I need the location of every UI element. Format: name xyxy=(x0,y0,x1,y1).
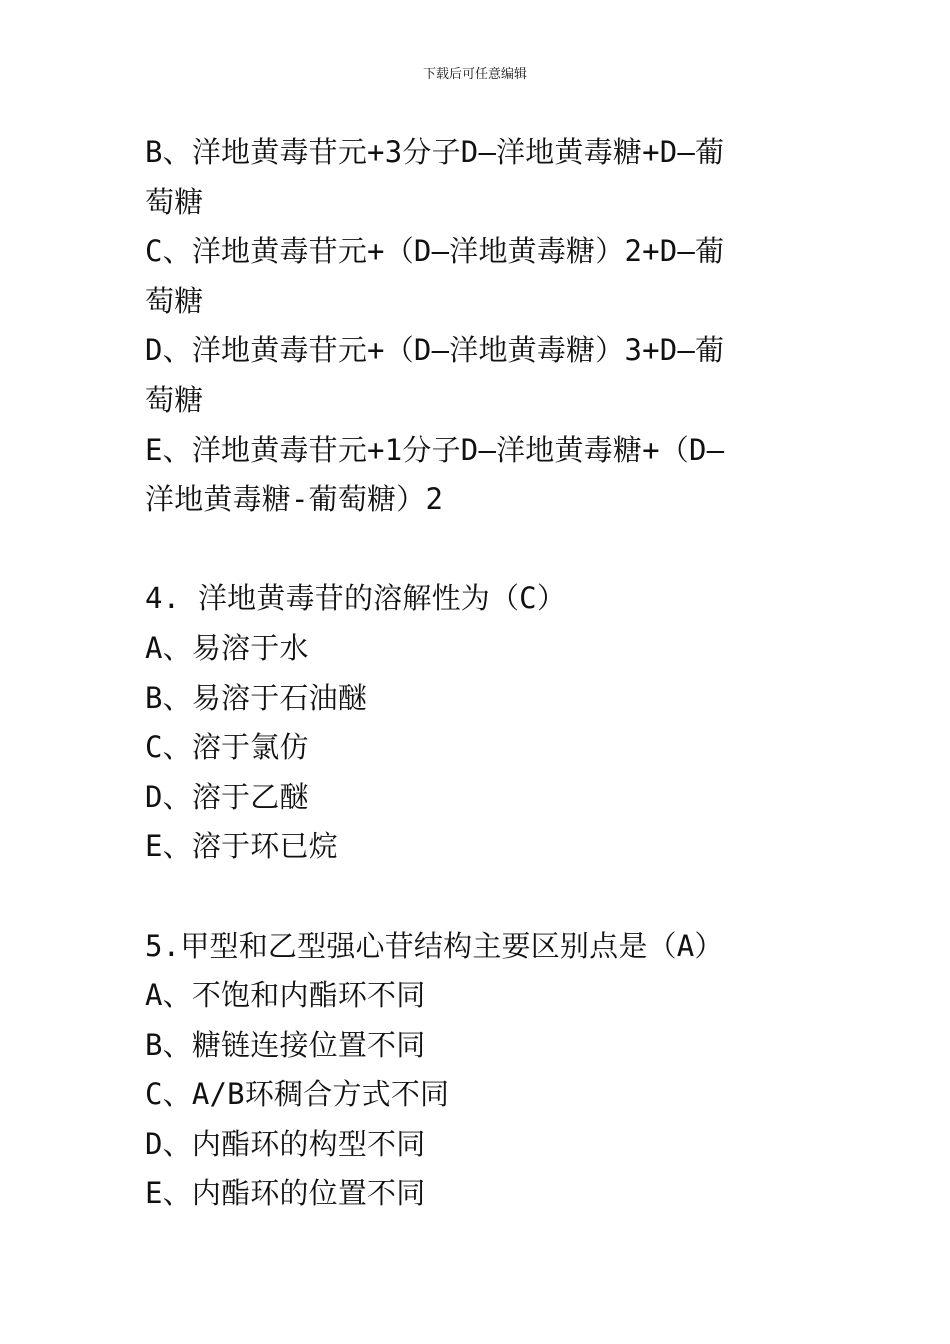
option-e-line-1: E、洋地黄毒苷元+1分子D—洋地黄毒糖+（D— xyxy=(145,432,725,467)
option-e-line-2: 洋地黄毒糖-葡萄糖）2 xyxy=(145,482,444,517)
question-4-option-a: A、易溶于水 xyxy=(145,630,309,665)
document-body xyxy=(145,128,813,1219)
question-4-option-e: E、溶于环已烷 xyxy=(145,829,338,864)
question-5-option-b: B、糖链连接位置不同 xyxy=(145,1027,426,1062)
option-b-line-1: B、洋地黄毒苷元+3分子D—洋地黄毒糖+D—葡 xyxy=(145,135,725,169)
spacer xyxy=(145,872,813,922)
question-5-text: 5.甲型和乙型强心苷结构主要区别点是（A） xyxy=(145,928,724,963)
question-4-text: 4. 洋地黄毒苷的溶解性为（C） xyxy=(145,581,567,616)
page-header: 下载后可任意编辑 xyxy=(422,67,527,82)
question-5-option-a: A、不饱和内酯环不同 xyxy=(145,978,426,1013)
option-d-line-2: 萄糖 xyxy=(145,382,204,417)
option-d-line-1: D、洋地黄毒苷元+（D—洋地黄毒糖）3+D—葡 xyxy=(145,333,725,368)
question-4-option-c: C、溶于氯仿 xyxy=(145,730,309,765)
question-5-option-e: E、内酯环的位置不同 xyxy=(145,1176,426,1211)
question-4-option-d: D、溶于乙醚 xyxy=(145,779,309,814)
question-4-option-b: B、易溶于石油醚 xyxy=(145,680,368,715)
option-b-line-2: 萄糖 xyxy=(145,184,204,219)
question-5 xyxy=(145,922,813,1220)
question-5-option-d: D、内酯环的构型不同 xyxy=(145,1126,426,1161)
spacer xyxy=(145,525,813,575)
question-3-options xyxy=(145,128,813,525)
question-4 xyxy=(145,574,813,872)
option-c-line-1: C、洋地黄毒苷元+（D—洋地黄毒糖）2+D—葡 xyxy=(145,234,725,269)
option-c-line-2: 萄糖 xyxy=(145,283,204,318)
question-5-option-c: C、A/B环稠合方式不同 xyxy=(145,1077,450,1112)
